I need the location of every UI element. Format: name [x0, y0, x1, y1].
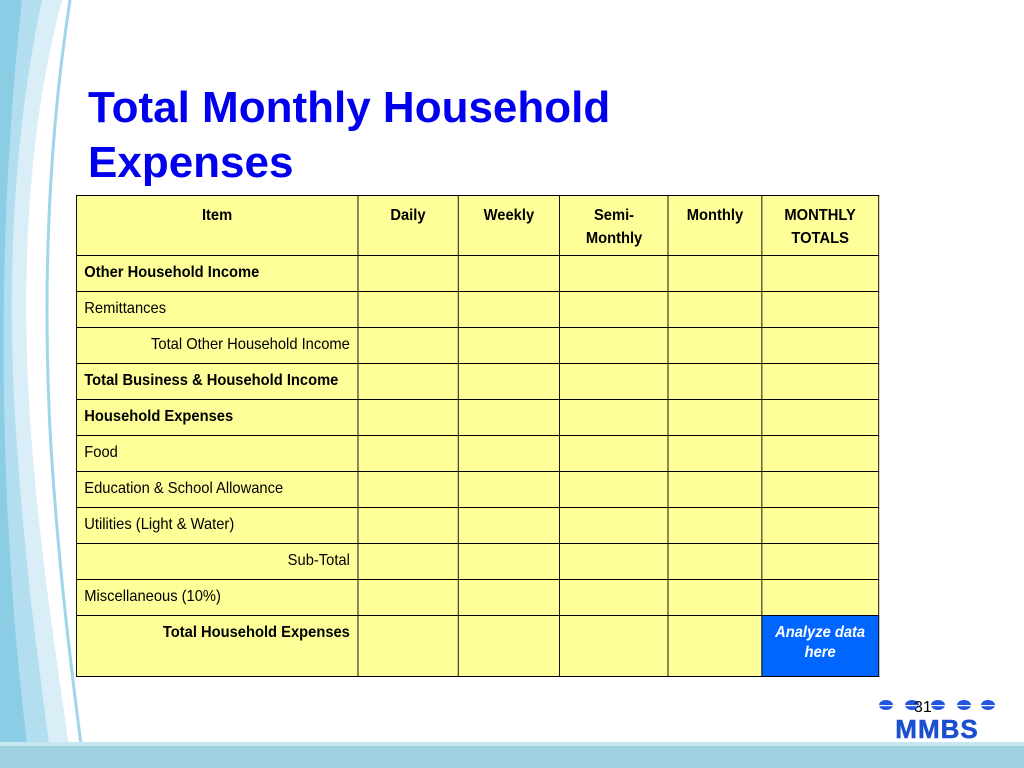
analyze-data-note: Analyze data here — [762, 616, 879, 677]
header-monthly-totals: MONTHLY TOTALS — [762, 196, 879, 256]
row-label: Utilities (Light & Water) — [76, 508, 357, 544]
monthly-cell[interactable] — [668, 292, 761, 328]
weekly-cell[interactable] — [458, 472, 559, 508]
daily-cell[interactable] — [358, 580, 459, 616]
daily-cell[interactable] — [358, 256, 459, 292]
slide-title-line-2: Expenses — [88, 138, 294, 187]
daily-cell[interactable] — [358, 400, 459, 436]
daily-cell[interactable] — [358, 292, 459, 328]
header-daily: Daily — [358, 196, 459, 256]
monthly-cell[interactable] — [668, 472, 761, 508]
table-row — [76, 580, 878, 616]
header-item: Item — [76, 196, 357, 256]
daily-cell[interactable] — [358, 436, 459, 472]
monthly-totals-cell[interactable] — [762, 508, 879, 544]
daily-cell[interactable] — [358, 328, 459, 364]
monthly-totals-cell[interactable] — [762, 256, 879, 292]
row-label: Total Business & Household Income — [76, 364, 357, 400]
table-row — [76, 400, 878, 436]
semi-monthly-cell[interactable] — [560, 544, 669, 580]
monthly-cell[interactable] — [668, 400, 761, 436]
daily-cell[interactable] — [358, 616, 459, 677]
semi-monthly-cell[interactable] — [560, 472, 669, 508]
monthly-totals-cell[interactable] — [762, 544, 879, 580]
monthly-cell[interactable] — [668, 256, 761, 292]
weekly-cell[interactable] — [458, 328, 559, 364]
table-row — [76, 328, 878, 364]
table-row — [76, 616, 878, 677]
weekly-cell[interactable] — [458, 364, 559, 400]
slide-title — [88, 80, 848, 190]
monthly-totals-cell[interactable] — [762, 472, 879, 508]
semi-monthly-cell[interactable] — [560, 616, 669, 677]
slide-title-line-1: Total Monthly Household — [88, 83, 611, 132]
table-row — [76, 364, 878, 400]
table-header-row — [76, 196, 878, 256]
row-label: Education & School Allowance — [76, 472, 357, 508]
daily-cell[interactable] — [358, 508, 459, 544]
slide-number: 31 — [914, 699, 932, 716]
monthly-cell[interactable] — [668, 436, 761, 472]
weekly-cell[interactable] — [458, 400, 559, 436]
table-row — [76, 436, 878, 472]
monthly-totals-cell[interactable] — [762, 436, 879, 472]
daily-cell[interactable] — [358, 364, 459, 400]
header-monthly: Monthly — [668, 196, 761, 256]
monthly-cell[interactable] — [668, 544, 761, 580]
household-expenses-table — [76, 195, 879, 677]
weekly-cell[interactable] — [458, 256, 559, 292]
semi-monthly-cell[interactable] — [560, 328, 669, 364]
weekly-cell[interactable] — [458, 616, 559, 677]
table-row — [76, 544, 878, 580]
monthly-totals-cell[interactable] — [762, 364, 879, 400]
mmbs-logo-text: MMBS — [895, 714, 979, 744]
header-semi-monthly: Semi-Monthly — [560, 196, 669, 256]
monthly-totals-cell[interactable] — [762, 328, 879, 364]
semi-monthly-cell[interactable] — [560, 364, 669, 400]
row-label: Miscellaneous (10%) — [76, 580, 357, 616]
monthly-totals-cell[interactable] — [762, 292, 879, 328]
header-weekly: Weekly — [458, 196, 559, 256]
row-label: Food — [76, 436, 357, 472]
weekly-cell[interactable] — [458, 544, 559, 580]
weekly-cell[interactable] — [458, 580, 559, 616]
semi-monthly-cell[interactable] — [560, 508, 669, 544]
row-label: Household Expenses — [76, 400, 357, 436]
monthly-totals-cell[interactable] — [762, 580, 879, 616]
weekly-cell[interactable] — [458, 436, 559, 472]
row-label: Total Household Expenses — [76, 616, 357, 677]
monthly-cell[interactable] — [668, 580, 761, 616]
monthly-cell[interactable] — [668, 616, 761, 677]
table-row — [76, 256, 878, 292]
daily-cell[interactable] — [358, 544, 459, 580]
row-label: Sub-Total — [76, 544, 357, 580]
row-label: Other Household Income — [76, 256, 357, 292]
weekly-cell[interactable] — [458, 508, 559, 544]
table-row — [76, 508, 878, 544]
row-label: Remittances — [76, 292, 357, 328]
monthly-cell[interactable] — [668, 508, 761, 544]
monthly-cell[interactable] — [668, 328, 761, 364]
semi-monthly-cell[interactable] — [560, 400, 669, 436]
semi-monthly-cell[interactable] — [560, 292, 669, 328]
daily-cell[interactable] — [358, 472, 459, 508]
semi-monthly-cell[interactable] — [560, 580, 669, 616]
row-label: Total Other Household Income — [76, 328, 357, 364]
table-row — [76, 292, 878, 328]
weekly-cell[interactable] — [458, 292, 559, 328]
monthly-cell[interactable] — [668, 364, 761, 400]
monthly-totals-cell[interactable] — [762, 400, 879, 436]
semi-monthly-cell[interactable] — [560, 256, 669, 292]
table-row — [76, 472, 878, 508]
semi-monthly-cell[interactable] — [560, 436, 669, 472]
